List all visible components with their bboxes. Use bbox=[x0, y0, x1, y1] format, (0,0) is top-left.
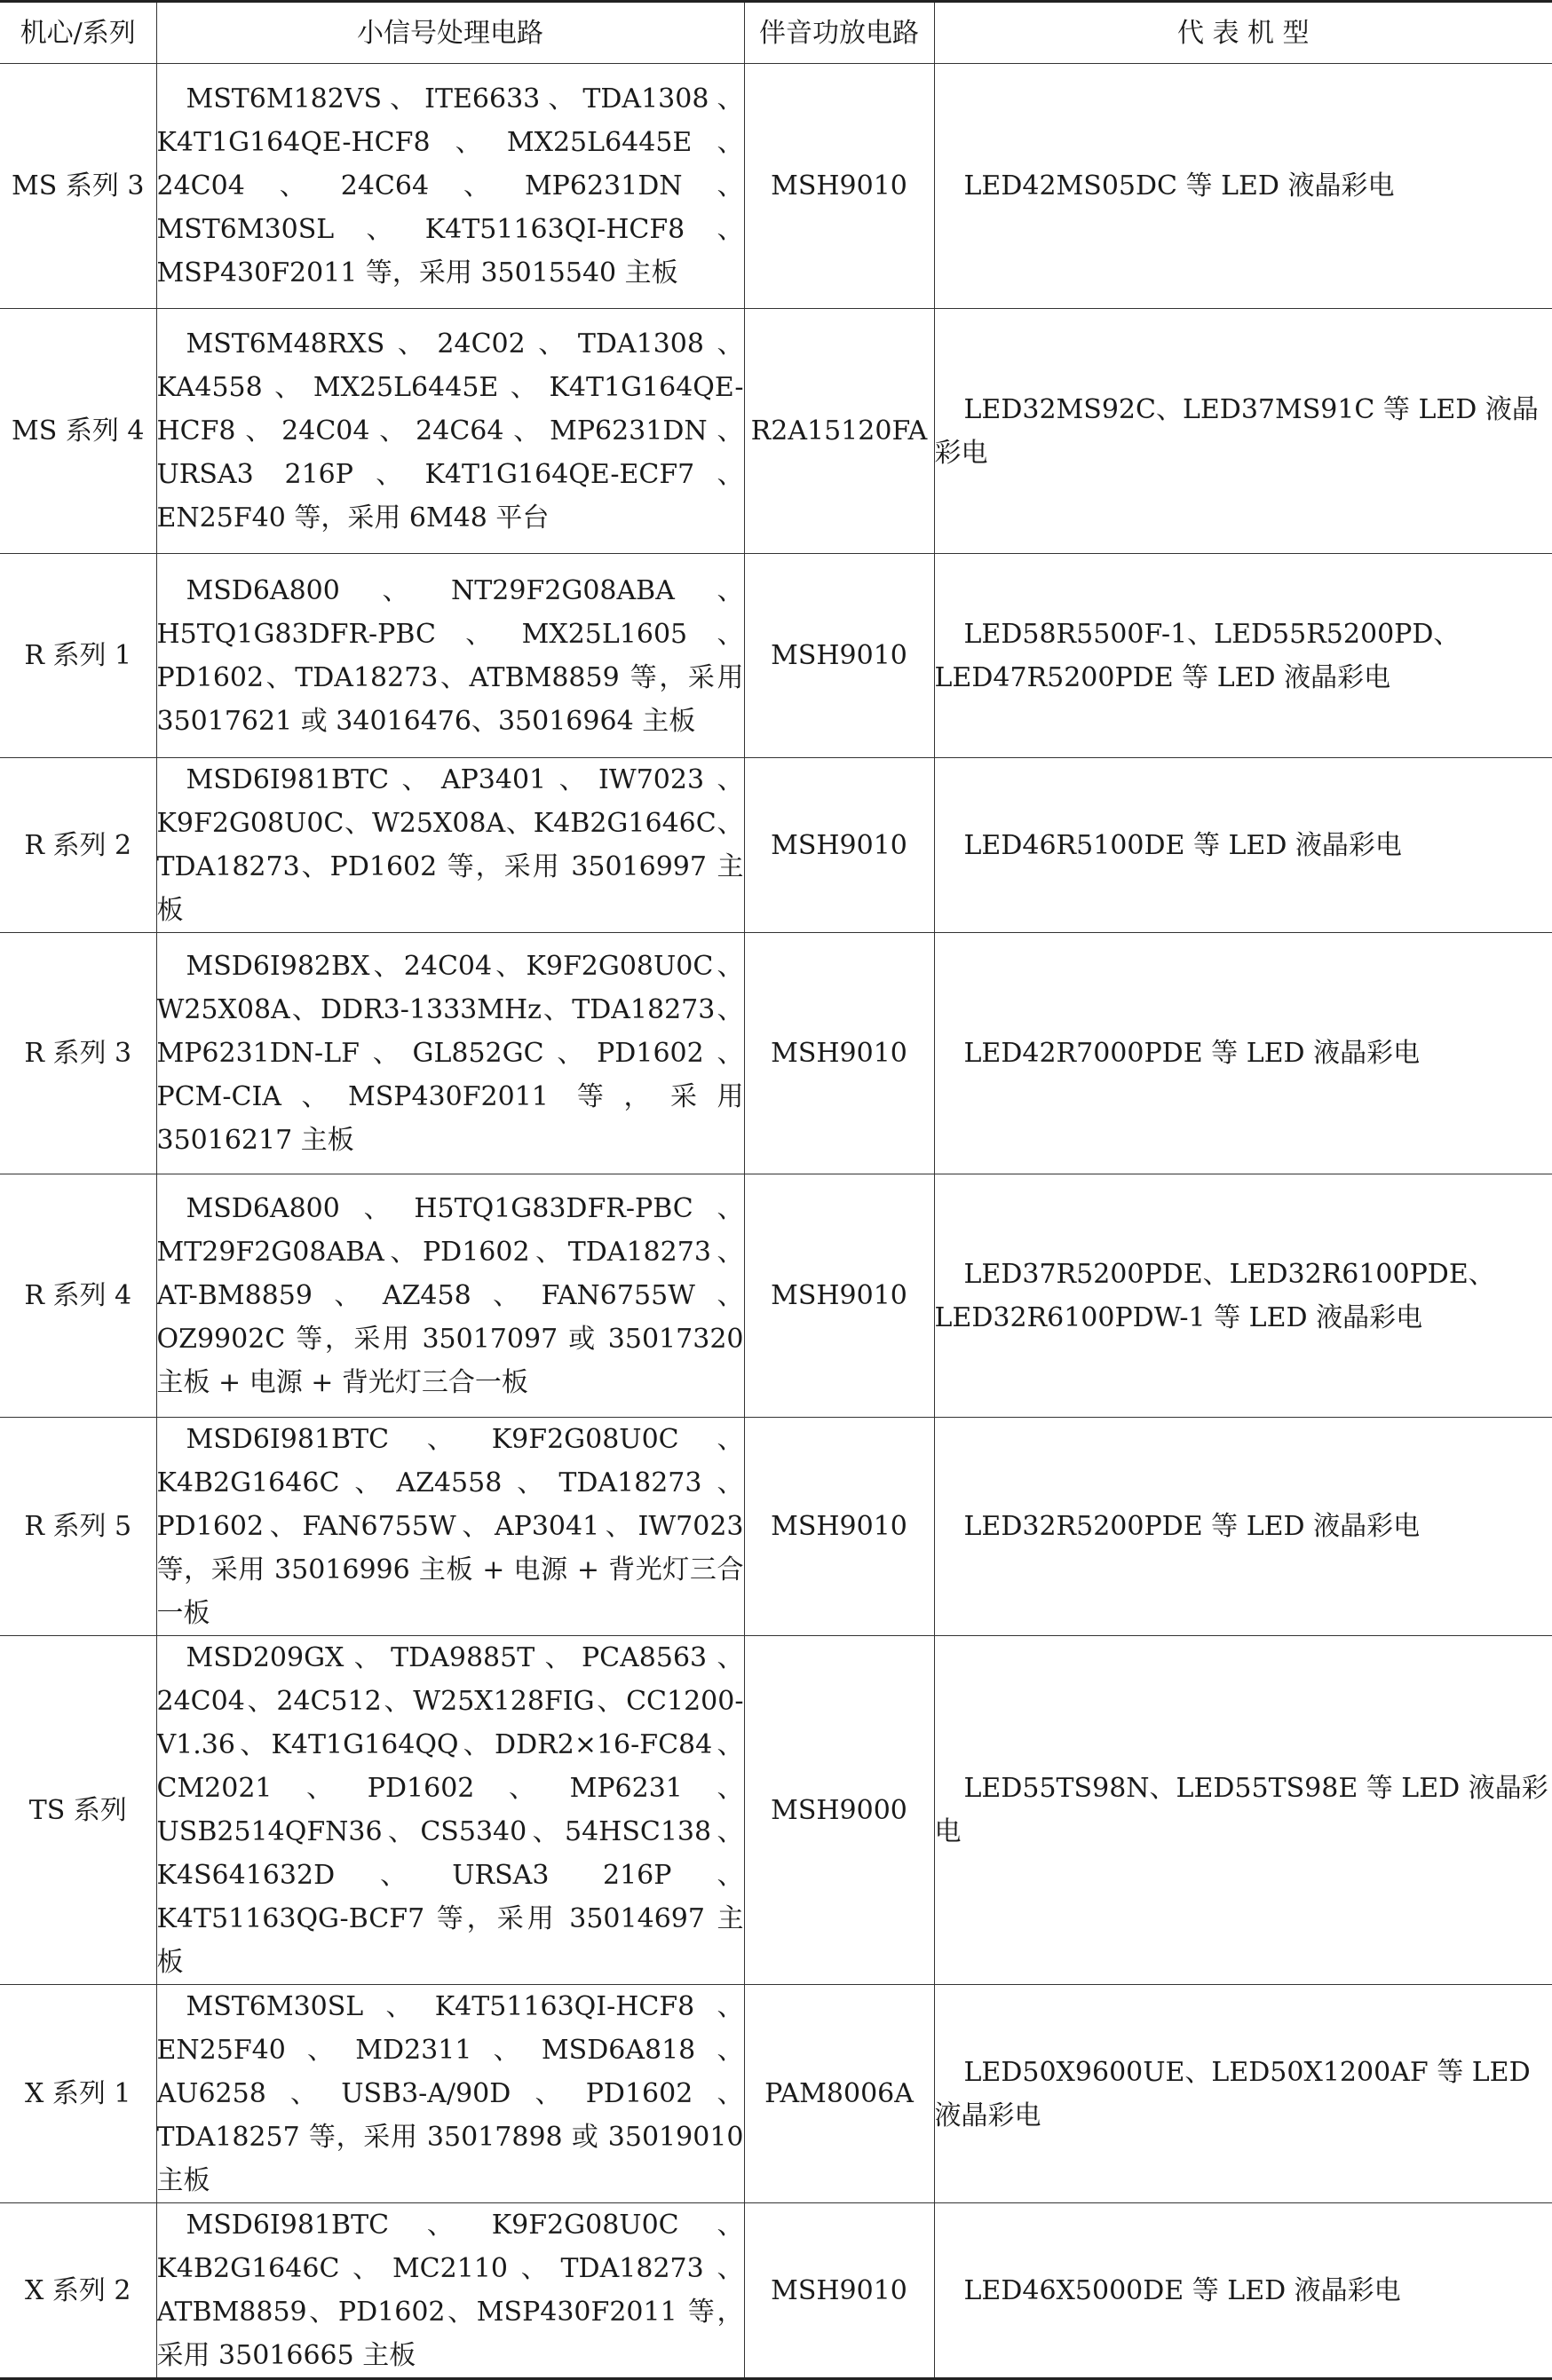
circuit-text: MSD6I981BTC、AP3401、IW7023、K9F2G08U0C、W25X08A、K4B2G1646C、TDA18273、PD1602 等，采用 35016997 主板 bbox=[156, 764, 744, 926]
circuit-cell bbox=[156, 2203, 744, 2379]
series-cell: R 系列 1 bbox=[0, 554, 156, 758]
audio-cell: MSH9010 bbox=[744, 554, 934, 758]
models-text: LED32MS92C、LED37MS91C 等 LED 液晶彩电 bbox=[934, 393, 1539, 469]
models-cell bbox=[934, 758, 1552, 933]
header-row bbox=[0, 2, 1552, 64]
circuit-text: MST6M182VS、ITE6633、TDA1308、K4T1G164QE-HCF8、MX25L6445E、24C04、24C64、MP6231DN、MST6M30SL、K4T51163QI-HCF8、MSP430F2011 等，采用 35015540 主板 bbox=[156, 83, 744, 289]
models-cell bbox=[934, 1636, 1552, 1985]
header-circuit: 小信号处理电路 bbox=[156, 2, 744, 64]
table-row bbox=[0, 309, 1552, 554]
circuit-cell bbox=[156, 1418, 744, 1636]
audio-cell: MSH9010 bbox=[744, 64, 934, 309]
circuit-text: MSD6I981BTC、K9F2G08U0C、K4B2G1646C、AZ4558、TDA18273、PD1602、FAN6755W、AP3041、IW7023 等，采用 35016996 主板 + 电源 + 背光灯三合一板 bbox=[156, 1424, 744, 1629]
audio-cell: MSH9000 bbox=[744, 1636, 934, 1985]
models-cell bbox=[934, 2203, 1552, 2379]
circuit-cell bbox=[156, 309, 744, 554]
models-cell bbox=[934, 1174, 1552, 1418]
circuit-cell bbox=[156, 1985, 744, 2203]
circuit-cell bbox=[156, 758, 744, 933]
audio-cell: PAM8006A bbox=[744, 1985, 934, 2203]
circuit-cell bbox=[156, 64, 744, 309]
circuit-text: MSD209GX、TDA9885T、PCA8563、24C04、24C512、W25X128FIG、CC1200-V1.36、K4T1G164QQ、DDR2×16-FC84、CM2021、PD1602、MP6231、USB2514QFN36、CS5340、54HSC138、K4S641632D、URSA3 216P、K4T51163QG-BCF7 等，采用 35014697 主板 bbox=[156, 1642, 744, 1978]
table-row bbox=[0, 1636, 1552, 1985]
models-text: LED37R5200PDE、LED32R6100PDE、LED32R6100PDW-1 等 LED 液晶彩电 bbox=[934, 1258, 1495, 1333]
audio-cell: MSH9010 bbox=[744, 758, 934, 933]
series-cell: R 系列 2 bbox=[0, 758, 156, 933]
header-models: 代 表 机 型 bbox=[934, 2, 1552, 64]
series-cell: MS 系列 3 bbox=[0, 64, 156, 309]
models-cell bbox=[934, 309, 1552, 554]
models-text: LED50X9600UE、LED50X1200AF 等 LED 液晶彩电 bbox=[934, 2056, 1531, 2131]
circuit-cell bbox=[156, 933, 744, 1174]
series-cell: TS 系列 bbox=[0, 1636, 156, 1985]
audio-cell: MSH9010 bbox=[744, 1174, 934, 1418]
models-cell bbox=[934, 64, 1552, 309]
table-row bbox=[0, 758, 1552, 933]
circuit-cell bbox=[156, 554, 744, 758]
audio-cell: MSH9010 bbox=[744, 933, 934, 1174]
audio-cell: R2A15120FA bbox=[744, 309, 934, 554]
table-row bbox=[0, 554, 1552, 758]
table-row bbox=[0, 2203, 1552, 2379]
circuit-text: MST6M30SL、K4T51163QI-HCF8、EN25F40、MD2311、MSD6A818、AU6258、USB3-A/90D、PD1602、TDA18257 等，采用 35017898 或 35019010 主板 bbox=[156, 1991, 744, 2196]
models-cell bbox=[934, 554, 1552, 758]
table-row bbox=[0, 1418, 1552, 1636]
models-text: LED32R5200PDE 等 LED 液晶彩电 bbox=[963, 1511, 1421, 1542]
audio-cell: MSH9010 bbox=[744, 2203, 934, 2379]
models-text: LED46X5000DE 等 LED 液晶彩电 bbox=[963, 2274, 1401, 2306]
models-text: LED42MS05DC 等 LED 液晶彩电 bbox=[963, 170, 1395, 202]
series-cell: X 系列 2 bbox=[0, 2203, 156, 2379]
circuit-text: MSD6I981BTC、K9F2G08U0C、K4B2G1646C、MC2110、TDA18273、ATBM8859、PD1602、MSP430F2011 等，采用 35016665 主板 bbox=[156, 2210, 744, 2371]
circuit-text: MSD6A800、NT29F2G08ABA、H5TQ1G83DFR-PBC、MX25L1605、PD1602、TDA18273、ATBM8859 等，采用 35017621 或 34016476、35016964 主板 bbox=[156, 574, 744, 737]
series-cell: R 系列 3 bbox=[0, 933, 156, 1174]
header-audio: 伴音功放电路 bbox=[744, 2, 934, 64]
circuit-cell bbox=[156, 1636, 744, 1985]
table-row bbox=[0, 64, 1552, 309]
header-series: 机心/系列 bbox=[0, 2, 156, 64]
table-row bbox=[0, 1174, 1552, 1418]
models-text: LED46R5100DE 等 LED 液晶彩电 bbox=[963, 829, 1402, 861]
models-cell bbox=[934, 1418, 1552, 1636]
circuit-cell bbox=[156, 1174, 744, 1418]
circuit-text: MSD6A800、H5TQ1G83DFR-PBC、MT29F2G08ABA、PD1602、TDA18273、AT-BM8859、AZ458、FAN6755W、OZ9902C 等，采用 35017097 或 35017320 主板 + 电源 + 背光灯三合一板 bbox=[156, 1193, 744, 1398]
models-text: LED42R7000PDE 等 LED 液晶彩电 bbox=[963, 1038, 1421, 1069]
circuit-text: MST6M48RXS、24C02、TDA1308、KA4558、MX25L6445E、K4T1G164QE-HCF8、24C04、24C64、MP6231DN、URSA3 216P、K4T1G164QE-ECF7、EN25F40 等，采用 6M48 平台 bbox=[156, 328, 744, 534]
models-text: LED58R5500F-1、LED55R5200PD、LED47R5200PDE 等 LED 液晶彩电 bbox=[934, 618, 1461, 693]
series-cell: R 系列 5 bbox=[0, 1418, 156, 1636]
table-row bbox=[0, 933, 1552, 1174]
series-cell: X 系列 1 bbox=[0, 1985, 156, 2203]
audio-cell: MSH9010 bbox=[744, 1418, 934, 1636]
models-cell bbox=[934, 1985, 1552, 2203]
circuit-text: MSD6I982BX、24C04、K9F2G08U0C、W25X08A、DDR3-1333MHz、TDA18273、MP6231DN-LF、GL852GC、PD1602、PCM-CIA、MSP430F2011 等，采用 35016217 主板 bbox=[156, 951, 744, 1156]
series-cell: R 系列 4 bbox=[0, 1174, 156, 1418]
models-text: LED55TS98N、LED55TS98E 等 LED 液晶彩电 bbox=[934, 1773, 1548, 1847]
table-row bbox=[0, 1985, 1552, 2203]
models-cell bbox=[934, 933, 1552, 1174]
series-cell: MS 系列 4 bbox=[0, 309, 156, 554]
